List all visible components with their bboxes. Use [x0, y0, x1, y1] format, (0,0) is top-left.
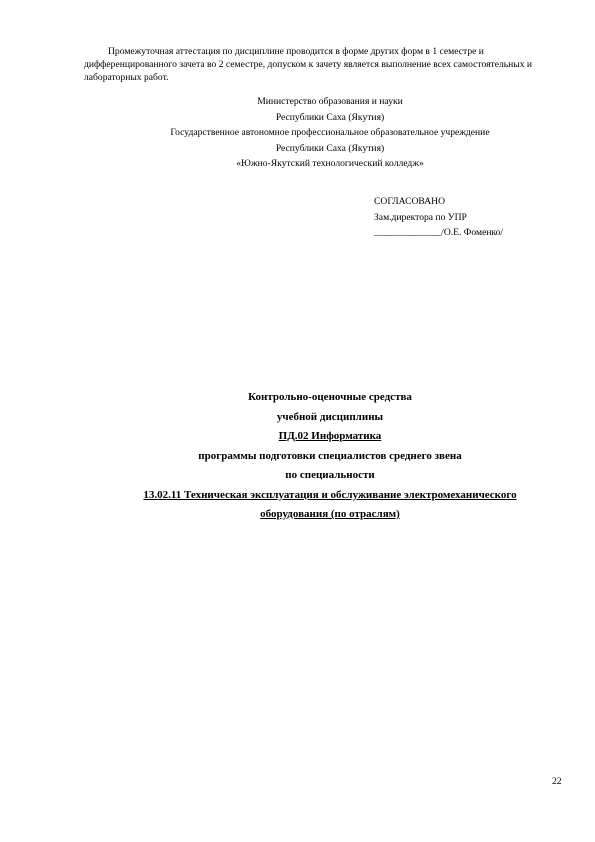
title-line-4: программы подготовки специалистов среднего звена	[198, 449, 462, 462]
specialty-line-1: 13.02.11 Техническая эксплуатация и обслуживание электромеханического	[143, 488, 517, 501]
approval-position: Зам.директора по УПР	[374, 211, 467, 223]
page-number: 22	[552, 776, 562, 787]
document-title	[20, 388, 595, 525]
title-line-2: учебной дисциплины	[276, 410, 384, 423]
discipline-name: ПД.02 Информатика	[278, 430, 382, 442]
college-name: «Южно-Якутский технологический колледж»	[236, 158, 424, 170]
title-line-1: Контрольно-оценочные средства	[248, 391, 412, 403]
intro-paragraph: Промежуточная аттестация по дисциплине проводится в форме других форм в 1 семестре и дифференцированного зачета во 2 семестре, допуском к зачету является выполнение всех самостоятельных и лабораторных работ.	[84, 46, 533, 83]
republic-line: Республики Саха (Якутия)	[275, 111, 385, 123]
approval-block	[374, 194, 503, 241]
institution-type-line: Государственное автономное профессиональное образовательное учреждение	[170, 127, 490, 139]
title-line-5: по специальности	[285, 469, 375, 481]
institution-header	[40, 94, 595, 172]
republic-line-2: Республики Саха (Якутия)	[275, 142, 385, 154]
approval-signature: ______________/О.Е. Фоменко/	[374, 227, 504, 239]
ministry-line: Министерство образования и науки	[257, 96, 403, 107]
specialty-line-2: оборудования (по отраслям)	[260, 508, 400, 520]
approval-heading: СОГЛАСОВАНО	[374, 196, 446, 207]
